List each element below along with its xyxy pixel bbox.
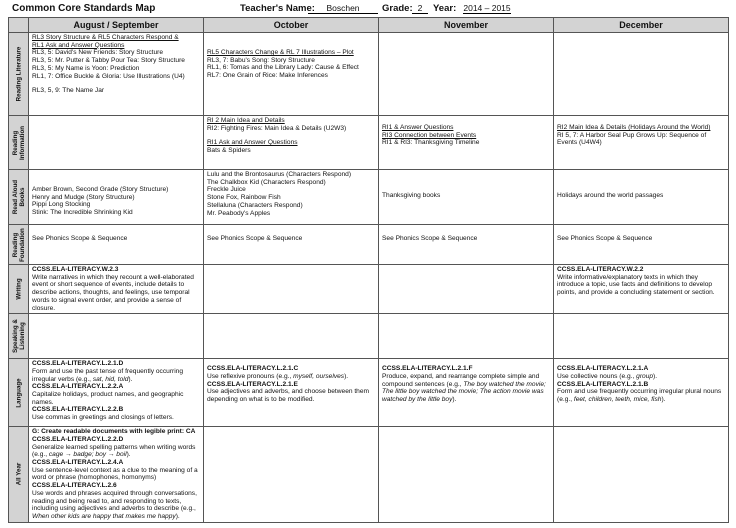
cell-line: Stone Fox, Rainbow Fish — [207, 194, 281, 202]
row-label: Writing — [15, 278, 22, 300]
table-cell[interactable] — [554, 265, 729, 314]
table-cell[interactable] — [204, 265, 379, 314]
cell-line: RL3, 5: David's New Friends: Story Structure — [32, 49, 163, 57]
table-cell[interactable] — [379, 33, 554, 116]
table-cell[interactable] — [379, 359, 554, 427]
row-label-cell — [9, 116, 29, 170]
cell-line: RL3, 5: Mr. Putter & Tabby Pour Tea: Story Structure — [32, 57, 185, 65]
spacer — [382, 171, 550, 192]
row-label-cell — [9, 170, 29, 225]
row-reading-literature — [9, 33, 729, 116]
table-cell[interactable] — [554, 225, 729, 265]
spacer — [557, 171, 725, 192]
cell-line: Use sentence-level context as a clue to the meaning of a word or phrase (homophones, homonyms) — [32, 466, 198, 482]
teacher-label: Teacher's Name: — [240, 3, 315, 14]
table-cell[interactable] — [554, 170, 729, 225]
table-cell[interactable] — [554, 116, 729, 170]
cell-line: Write narratives in which they recount a well-elaborated event or short sequence of events, include details to describe actions, thoughts, and feelings, use temporal words to signal event order, and provide a sense of closure. — [32, 273, 194, 312]
cell-line: The Chalkbox Kid (Characters Respond) — [207, 178, 326, 186]
table-cell[interactable] — [29, 33, 204, 116]
spacer — [207, 132, 375, 139]
cell-line: Amber Brown, Second Grade (Story Structure) — [32, 186, 169, 193]
cell-line: Lulu and the Brontosaurus (Characters Respond) — [207, 171, 352, 178]
cell-line: CCSS.ELA-LITERACY.L.2.2.A — [32, 383, 124, 391]
cell-line: CCSS.ELA-LITERACY.L.2.2.B — [32, 406, 124, 414]
cell-line: Write informative/explanatory texts in which they introduce a topic, use facts and definitions to develop points, and provide a concluding statement or section. — [557, 273, 715, 297]
table-cell[interactable] — [29, 116, 204, 170]
cell-line: RL5 Characters Change & RL 7 Illustrations – Plot — [207, 49, 354, 56]
table-cell[interactable] — [554, 427, 729, 522]
table-cell[interactable] — [554, 359, 729, 427]
cell-line: Bats & Spiders — [207, 147, 251, 155]
cell-line: See Phonics Scope & Sequence — [557, 235, 653, 242]
cell-line: RL3, 5, 9: The Name Jar — [32, 87, 105, 95]
cell-line: See Phonics Scope & Sequence — [32, 235, 128, 242]
cell-line: Thanksgiving books — [382, 192, 441, 199]
cell-line: Use collective nouns (e.g., group). — [557, 372, 658, 380]
cell-line: Use reflexive pronouns (e.g., myself, ourselves). — [207, 372, 349, 380]
table-cell[interactable] — [204, 225, 379, 265]
row-label-cell — [9, 314, 29, 359]
row-label: Reading Foundation — [11, 227, 26, 262]
cell-line: CCSS.ELA-LITERACY.L.2.6 — [32, 482, 117, 490]
cell-line: Freckle Juice — [207, 186, 246, 194]
table-cell[interactable] — [204, 170, 379, 225]
month-header-row — [9, 18, 729, 33]
cell-line: See Phonics Scope & Sequence — [207, 235, 303, 242]
spacer — [32, 171, 200, 186]
spacer — [382, 117, 550, 124]
cell-line: RI 5, 7: A Harbor Seal Pup Grows Up: Sequence of Events (U4W4) — [557, 131, 707, 147]
row-label: Read Aloud Books — [11, 179, 26, 215]
cell-line: RI3 Connection between Events — [382, 131, 477, 139]
document-title: Common Core Standards Map — [12, 3, 156, 14]
column-header-oct: October — [204, 18, 379, 33]
cell-line: CCSS.ELA-LITERACY.L.2.1.D — [32, 360, 124, 368]
table-cell[interactable] — [204, 314, 379, 359]
column-header-nov: November — [379, 18, 554, 33]
row-writing — [9, 265, 729, 314]
row-label-cell — [9, 359, 29, 427]
grade-field[interactable]: 2 — [412, 3, 428, 14]
cell-line: Pippi Long Stocking — [32, 201, 91, 209]
cell-line: RI1 Ask and Answer Questions — [207, 139, 298, 147]
row-label-cell — [9, 427, 29, 522]
table-cell[interactable] — [554, 314, 729, 359]
spacer — [32, 80, 200, 87]
spacer — [557, 117, 725, 124]
cell-line: RL7: One Grain of Rice: Make Inferences — [207, 72, 328, 80]
row-speaking-listening — [9, 314, 729, 359]
cell-line: RL1, 6: Tomas and the Library Lady: Cause & Effect — [207, 64, 359, 72]
table-cell[interactable] — [29, 314, 204, 359]
table-cell[interactable] — [204, 116, 379, 170]
row-label-cell — [9, 225, 29, 265]
cell-line: Generalize learned spelling patterns when writing words (e.g., cage → badge; boy → boil). — [32, 443, 196, 459]
cell-line: Use words and phrases acquired through conversations, reading and being read to, and responding to texts, including using adjectives and adverbs to describe (e.g., When other kids are happy that makes me happy). — [32, 489, 197, 520]
table-cell[interactable] — [379, 170, 554, 225]
cell-line: See Phonics Scope & Sequence — [382, 235, 478, 242]
row-label: All Year — [15, 463, 22, 486]
cell-line: RI1 & Answer Questions — [382, 124, 454, 131]
table-cell[interactable] — [379, 116, 554, 170]
cell-line: Produce, expand, and rearrange complete simple and compound sentences (e.g., The boy watched the movie; The little boy watched the movie; The action movie was watched by the little boy). — [382, 372, 546, 404]
cell-line: RI2 Main Idea & Details (Holidays Around the World) — [557, 124, 711, 131]
cell-line: CCSS.ELA-LITERACY.W.2.3 — [32, 266, 119, 273]
cell-line: Stellaluna (Characters Respond) — [207, 201, 303, 209]
cell-line: Use adjectives and adverbs, and choose between them depending on what is to be modified. — [207, 388, 370, 404]
cell-line: CCSS.ELA-LITERACY.L.2.1.E — [207, 380, 298, 388]
table-cell[interactable] — [29, 427, 204, 522]
cell-line: CCSS.ELA-LITERACY.L.2.1.B — [557, 380, 649, 388]
cell-line: G: Create readable documents with legible print: CA — [32, 428, 196, 436]
cell-line: CCSS.ELA-LITERACY.L.2.1.F — [382, 365, 473, 373]
cell-line: RL3, 5: My Name is Yoon: Prediction — [32, 64, 140, 72]
table-cell[interactable] — [29, 359, 204, 427]
teacher-name-field[interactable]: Boschen — [308, 3, 378, 14]
row-label-cell — [9, 33, 29, 116]
row-reading-information — [9, 116, 729, 170]
table-cell[interactable] — [204, 427, 379, 522]
table-cell[interactable] — [554, 33, 729, 116]
cell-line: RL3 Story Structure & RL5 Characters Respond & — [32, 34, 179, 41]
row-read-aloud-books — [9, 170, 729, 225]
cell-line: Mr. Peabody's Apples — [207, 209, 271, 217]
cell-line: CCSS.ELA-LITERACY.L.2.1.C — [207, 365, 299, 373]
cell-line: CCSS.ELA-LITERACY.W.2.2 — [557, 266, 644, 273]
column-header-aug-sep: August / September — [29, 18, 204, 33]
table-cell[interactable] — [379, 225, 554, 265]
cell-line: RL1, 7: Office Buckle & Gloria: Use Illustrations (U4) — [32, 72, 185, 80]
row-language — [9, 359, 729, 427]
spacer — [207, 34, 375, 49]
table-cell[interactable] — [379, 314, 554, 359]
cell-line: CCSS.ELA-LITERACY.L.2.2.D — [32, 435, 124, 443]
grade-label: Grade: — [382, 3, 413, 14]
corner-cell — [9, 18, 29, 33]
cell-line: RL1 Ask and Answer Questions — [32, 41, 125, 49]
cell-line: Capitalize holidays, product names, and geographic names. — [32, 391, 184, 406]
table-cell[interactable] — [29, 170, 204, 225]
cell-line: RI 2 Main Idea and Details — [207, 117, 285, 124]
cell-line: Use commas in greetings and closings of letters. — [32, 414, 174, 422]
column-header-dec: December — [554, 18, 729, 33]
row-label: Reading Literature — [15, 46, 22, 102]
table-cell[interactable] — [379, 265, 554, 314]
cell-line: CCSS.ELA-LITERACY.L.2.1.A — [557, 365, 649, 373]
row-reading-foundation — [9, 225, 729, 265]
year-label: Year: — [433, 3, 457, 14]
standards-table — [8, 17, 729, 523]
cell-line: Form and use the past tense of frequently occurring irregular verbs (e.g., sat, hid, told). — [32, 367, 184, 383]
row-all-year — [9, 427, 729, 522]
row-label-cell — [9, 265, 29, 314]
cell-line: CCSS.ELA-LITERACY.L.2.4.A — [32, 459, 124, 467]
cell-line: RI2: Fighting Fires: Main Idea & Details (U2W3) — [207, 124, 347, 132]
table-cell[interactable] — [379, 427, 554, 522]
row-label: Language — [15, 378, 22, 408]
cell-line: Form and use frequently occurring irregular plural nouns (e.g., feet, children, teeth, mice, fish). — [557, 388, 722, 404]
row-label: Speaking & Listening — [11, 319, 26, 354]
table-cell[interactable] — [204, 33, 379, 116]
table-cell[interactable] — [29, 225, 204, 265]
cell-line: RL3, 7: Babu's Song: Story Structure — [207, 56, 315, 64]
year-field[interactable]: 2014 – 2015 — [463, 3, 511, 13]
table-cell[interactable] — [204, 359, 379, 427]
cell-line: RI1 & RI3: Thanksgiving Timeline — [382, 139, 480, 147]
row-label: Reading Information — [11, 125, 26, 160]
header — [10, 3, 726, 17]
table-cell[interactable] — [29, 265, 204, 314]
cell-line: Henry and Mudge (Story Structure) — [32, 193, 135, 201]
cell-line: Stink: The Incredible Shrinking Kid — [32, 209, 133, 217]
cell-line: Holidays around the world passages — [557, 192, 664, 199]
